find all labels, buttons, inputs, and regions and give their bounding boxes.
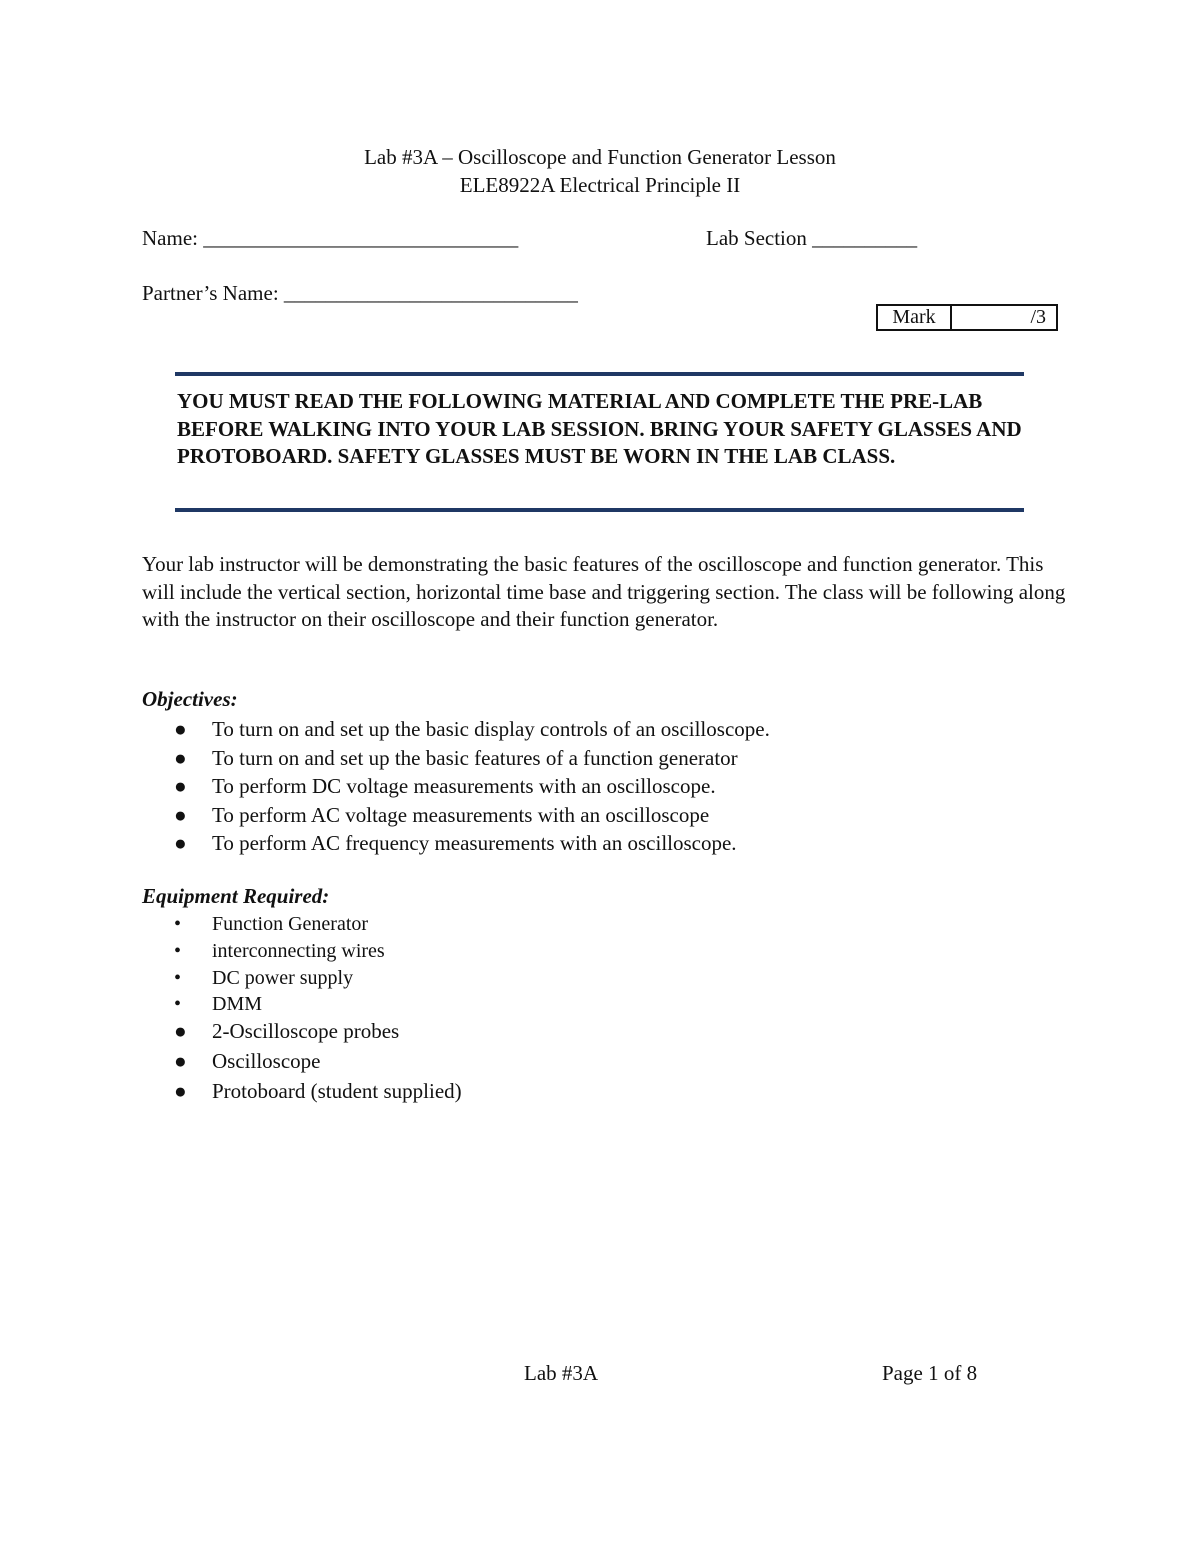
footer-page-number: Page 1 of 8: [882, 1361, 978, 1385]
objectives-list: [174, 715, 770, 858]
objectives-heading: Objectives:: [142, 687, 238, 711]
bullet-icon: ●: [174, 831, 187, 855]
list-item: • interconnecting wires: [174, 938, 462, 965]
mark-value: /3: [1030, 306, 1046, 328]
bullet-icon: ●: [174, 774, 187, 798]
intro-paragraph: Your lab instructor will be demonstrating the basic features of the oscilloscope and function generator. This will include the vertical section, horizontal time base and triggering section. The class will be following along with the instructor on their oscilloscope and their function generator.: [142, 552, 1066, 631]
list-item: • Function Generator: [174, 911, 462, 938]
mark-box: [876, 304, 1058, 331]
list-item: ● 2-Oscilloscope probes: [174, 1019, 400, 1044]
name-field: Name: ______________________________: [142, 226, 519, 250]
bullet-icon: ●: [174, 802, 187, 827]
warning-bottom-rule: [175, 508, 1024, 512]
mark-label: Mark: [878, 306, 952, 329]
bullet-icon: ●: [174, 745, 187, 770]
footer-lab: Lab #3A: [524, 1361, 599, 1385]
list-item: ● To perform AC frequency measurements with an oscilloscope.: [174, 829, 770, 858]
bullet-icon: ●: [174, 1019, 187, 1044]
list-item: ● To turn on and set up the basic features of a function generator: [174, 744, 770, 773]
list-item: • DC power supply: [174, 965, 462, 992]
course-title: ELE8922A Electrical Principle II: [459, 173, 741, 197]
bullet-icon: •: [174, 913, 182, 935]
bullet-icon: ●: [174, 1078, 187, 1103]
bullet-icon: ●: [174, 1048, 187, 1073]
list-item: ● Protoboard (student supplied): [174, 1078, 462, 1103]
equipment-heading: Equipment Required:: [142, 884, 330, 908]
bullet-icon: •: [174, 939, 182, 962]
partner-name-field: Partner’s Name: ____________________________: [142, 281, 578, 305]
warning-top-rule: [175, 372, 1024, 376]
lab-section-field: Lab Section __________: [706, 226, 918, 250]
document-title: Lab #3A – Oscilloscope and Function Generator Lesson: [364, 145, 836, 169]
warning-notice: YOU MUST READ THE FOLLOWING MATERIAL AND COMPLETE THE PRE-LAB BEFORE WALKING INTO YOUR LAB SESSION. BRING YOUR SAFETY GLASSES AND PROTOBOARD. SAFETY GLASSES MUST BE WORN IN THE LAB CLASS.: [177, 389, 1022, 468]
equipment-list: [174, 911, 462, 1105]
list-item: ● To turn on and set up the basic display controls of an oscilloscope.: [174, 715, 770, 744]
bullet-icon: ●: [174, 717, 187, 741]
list-item: ● To perform AC voltage measurements with an oscilloscope: [174, 801, 770, 830]
bullet-icon: •: [174, 993, 182, 1016]
bullet-icon: •: [174, 966, 182, 989]
list-item: ● Oscilloscope: [174, 1048, 321, 1073]
list-item: ● To perform DC voltage measurements with an oscilloscope.: [174, 772, 770, 801]
list-item: • DMM: [174, 991, 462, 1018]
